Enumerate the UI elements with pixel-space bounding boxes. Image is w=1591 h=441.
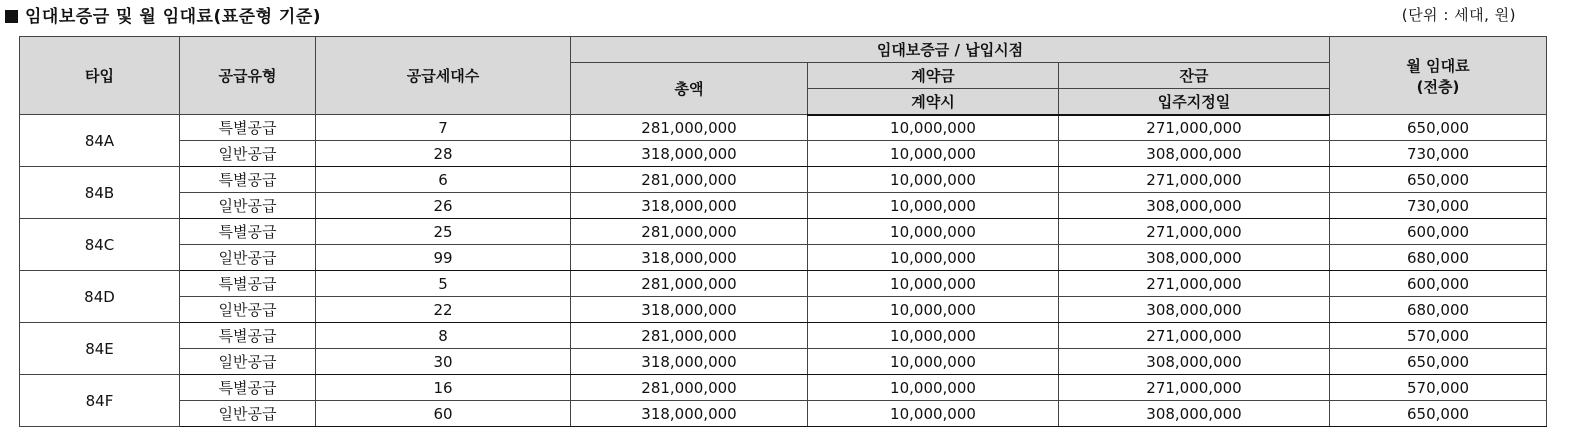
cell-supply-type: 특별공급 <box>180 219 316 245</box>
header-rent <box>1330 37 1547 115</box>
cell-balance: 308,000,000 <box>1059 349 1330 375</box>
cell-rent: 650,000 <box>1330 401 1547 427</box>
cell-rent: 600,000 <box>1330 271 1547 297</box>
cell-balance: 271,000,000 <box>1059 219 1330 245</box>
cell-households: 8 <box>316 323 571 349</box>
cell-supply-type: 특별공급 <box>180 323 316 349</box>
header-supply-type: 공급유형 <box>180 37 316 115</box>
cell-total: 281,000,000 <box>571 323 808 349</box>
cell-total: 318,000,000 <box>571 141 808 167</box>
section-title-text: 임대보증금 및 월 임대료(표준형 기준) <box>25 7 322 27</box>
cell-type: 84C <box>20 219 180 271</box>
header-rent-line1: 월 임대료 <box>1406 56 1470 75</box>
cell-supply-type: 특별공급 <box>180 115 316 141</box>
cell-balance: 308,000,000 <box>1059 245 1330 271</box>
cell-type: 84D <box>20 271 180 323</box>
cell-rent: 650,000 <box>1330 115 1547 141</box>
cell-contract: 10,000,000 <box>808 271 1059 297</box>
table-row <box>20 401 1547 427</box>
cell-rent: 650,000 <box>1330 349 1547 375</box>
header-rent-line2: (전층) <box>1416 77 1460 96</box>
cell-households: 22 <box>316 297 571 323</box>
cell-contract: 10,000,000 <box>808 219 1059 245</box>
cell-contract: 10,000,000 <box>808 401 1059 427</box>
cell-contract: 10,000,000 <box>808 297 1059 323</box>
table-row <box>20 219 1547 245</box>
cell-total: 318,000,000 <box>571 401 808 427</box>
cell-balance: 271,000,000 <box>1059 167 1330 193</box>
cell-balance: 271,000,000 <box>1059 323 1330 349</box>
header-balance-when: 입주지정일 <box>1059 89 1330 115</box>
cell-rent: 600,000 <box>1330 219 1547 245</box>
cell-households: 25 <box>316 219 571 245</box>
cell-rent: 680,000 <box>1330 245 1547 271</box>
cell-contract: 10,000,000 <box>808 349 1059 375</box>
table-row <box>20 141 1547 167</box>
table-row <box>20 115 1547 141</box>
table-row <box>20 271 1547 297</box>
cell-total: 318,000,000 <box>571 297 808 323</box>
cell-contract: 10,000,000 <box>808 375 1059 401</box>
header-contract-when: 계약시 <box>808 89 1059 115</box>
cell-households: 99 <box>316 245 571 271</box>
table-row <box>20 349 1547 375</box>
cell-supply-type: 특별공급 <box>180 271 316 297</box>
cell-rent: 730,000 <box>1330 193 1547 219</box>
table-row <box>20 375 1547 401</box>
section-title <box>5 2 321 27</box>
table-row <box>20 193 1547 219</box>
cell-contract: 10,000,000 <box>808 245 1059 271</box>
unit-note: (단위 : 세대, 원) <box>1401 6 1516 24</box>
table-body <box>20 115 1547 427</box>
cell-supply-type: 일반공급 <box>180 193 316 219</box>
cell-households: 5 <box>316 271 571 297</box>
cell-total: 318,000,000 <box>571 193 808 219</box>
cell-households: 7 <box>316 115 571 141</box>
rent-table <box>19 36 1547 427</box>
cell-supply-type: 일반공급 <box>180 297 316 323</box>
cell-supply-type: 일반공급 <box>180 245 316 271</box>
cell-total: 281,000,000 <box>571 271 808 297</box>
cell-supply-type: 일반공급 <box>180 349 316 375</box>
cell-rent: 570,000 <box>1330 323 1547 349</box>
header-type: 타입 <box>20 37 180 115</box>
cell-total: 281,000,000 <box>571 219 808 245</box>
cell-households: 26 <box>316 193 571 219</box>
cell-type: 84F <box>20 375 180 427</box>
table-row <box>20 167 1547 193</box>
cell-total: 281,000,000 <box>571 375 808 401</box>
cell-contract: 10,000,000 <box>808 193 1059 219</box>
cell-contract: 10,000,000 <box>808 323 1059 349</box>
cell-balance: 308,000,000 <box>1059 401 1330 427</box>
cell-type: 84B <box>20 167 180 219</box>
cell-supply-type: 일반공급 <box>180 401 316 427</box>
cell-rent: 570,000 <box>1330 375 1547 401</box>
cell-households: 28 <box>316 141 571 167</box>
cell-households: 16 <box>316 375 571 401</box>
header-balance: 잔금 <box>1059 63 1330 89</box>
square-bullet-icon <box>5 10 18 23</box>
table-row <box>20 297 1547 323</box>
cell-households: 60 <box>316 401 571 427</box>
cell-balance: 308,000,000 <box>1059 193 1330 219</box>
cell-supply-type: 일반공급 <box>180 141 316 167</box>
cell-balance: 271,000,000 <box>1059 375 1330 401</box>
table-header <box>20 37 1547 115</box>
cell-balance: 271,000,000 <box>1059 271 1330 297</box>
cell-total: 281,000,000 <box>571 115 808 141</box>
cell-total: 318,000,000 <box>571 349 808 375</box>
cell-type: 84A <box>20 115 180 167</box>
cell-balance: 308,000,000 <box>1059 141 1330 167</box>
cell-households: 30 <box>316 349 571 375</box>
cell-households: 6 <box>316 167 571 193</box>
cell-rent: 730,000 <box>1330 141 1547 167</box>
cell-rent: 680,000 <box>1330 297 1547 323</box>
cell-type: 84E <box>20 323 180 375</box>
header-contract: 계약금 <box>808 63 1059 89</box>
header-households: 공급세대수 <box>316 37 571 115</box>
header-deposit-group: 임대보증금 / 납입시점 <box>571 37 1330 63</box>
cell-contract: 10,000,000 <box>808 141 1059 167</box>
cell-total: 318,000,000 <box>571 245 808 271</box>
table-row <box>20 245 1547 271</box>
cell-supply-type: 특별공급 <box>180 375 316 401</box>
cell-contract: 10,000,000 <box>808 167 1059 193</box>
header-total: 총액 <box>571 63 808 115</box>
table-row <box>20 323 1547 349</box>
cell-supply-type: 특별공급 <box>180 167 316 193</box>
cell-balance: 308,000,000 <box>1059 297 1330 323</box>
cell-balance: 271,000,000 <box>1059 115 1330 141</box>
cell-rent: 650,000 <box>1330 167 1547 193</box>
cell-total: 281,000,000 <box>571 167 808 193</box>
cell-contract: 10,000,000 <box>808 115 1059 141</box>
